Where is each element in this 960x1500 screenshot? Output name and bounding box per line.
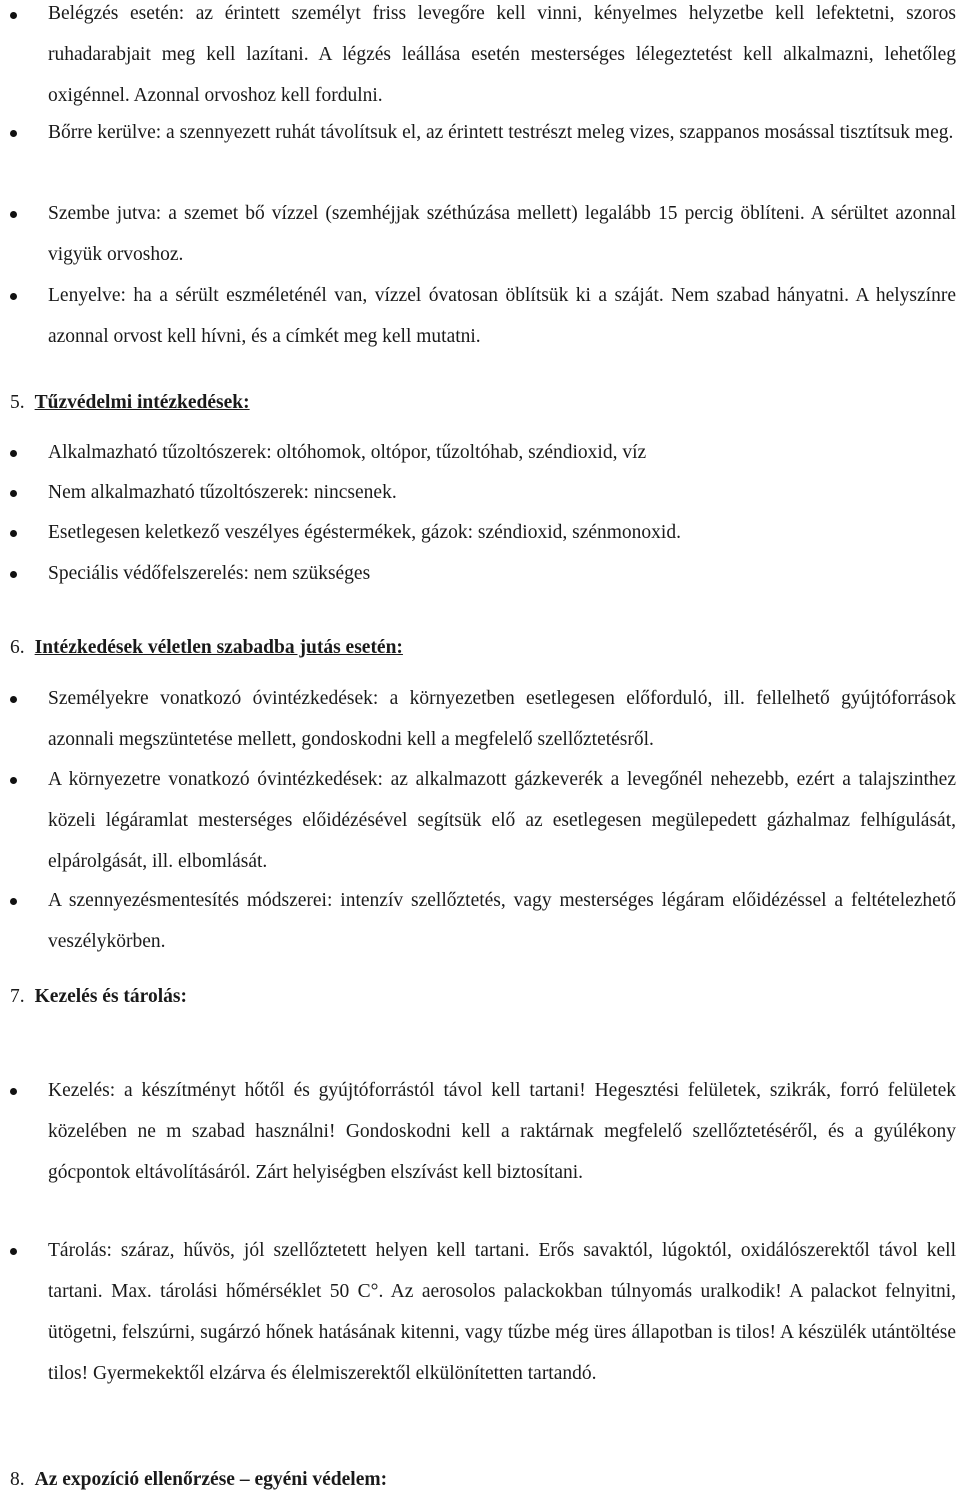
paragraph: A környezetre vonatkozó óvintézkedések: az alkalmazott gázkeverék a levegőnél nehezebb, ezért a talajszinthez közeli légáramlat mesterséges előidézésével segítsük elő az esetlegesen megülepedett gázhalmaz felhígulását, elpárolgását, ill. elbomlását.	[48, 769, 956, 872]
section-title: Az expozíció ellenőrzése – egyéni védelem:	[34, 1469, 388, 1490]
paragraph: Kezelés: a készítményt hőtől és gyújtóforrástól távol kell tartani! Hegesztési felületek, szikrák, forró felületek közelében ne m szabad használni! Gondoskodni kell a raktárnak megfelelő szellőztetéséről, és a gyúlékony gócpontok eltávolításáról. Zárt helyiségben elszívást kell biztosítani.	[48, 1080, 956, 1183]
paragraph: Bőrre kerülve: a szennyezett ruhát távolítsuk el, az érintett testrészt meleg vizes, szappanos mosással tisztítsuk meg.	[48, 122, 954, 143]
paragraph: Lenyelve: ha a sérült eszméleténél van, vízzel óvatosan öblítsük ki a száját. Nem szabad hányatni. A helyszínre azonnal orvost kell hívni, és a címkét meg kell mutatni.	[48, 285, 956, 347]
bullet-icon	[10, 450, 17, 457]
paragraph: Alkalmazható tűzoltószerek: oltóhomok, oltópor, tűzoltóhab, széndioxid, víz	[48, 442, 647, 463]
section-number: 6.	[10, 637, 25, 658]
section-title: Kezelés és tárolás:	[34, 986, 187, 1007]
paragraph: Szembe jutva: a szemet bő vízzel (szemhéjjak széthúzása mellett) legalább 15 percig öblíteni. A sérültet azonnal vigyük orvoshoz.	[48, 203, 956, 265]
bullet-icon	[10, 12, 17, 19]
bullet-icon	[10, 696, 17, 703]
paragraph: Személyekre vonatkozó óvintézkedések: a környezetben esetlegesen előforduló, ill. fellelhető gyújtóforrások azonnali megszüntetése mellett, gondoskodni kell a megfelelő szellőztetésről.	[48, 688, 956, 750]
paragraph: Esetlegesen keletkező veszélyes égéstermékek, gázok: széndioxid, szénmonoxid.	[48, 522, 681, 543]
section-number: 5.	[10, 392, 25, 413]
section-title: Tűzvédelmi intézkedések:	[34, 392, 250, 413]
bullet-icon	[10, 293, 17, 300]
section-number: 7.	[10, 986, 25, 1007]
bullet-icon	[10, 1088, 17, 1095]
bullet-icon	[10, 211, 17, 218]
paragraph: Nem alkalmazható tűzoltószerek: nincsenek.	[48, 482, 397, 503]
bullet-icon	[10, 571, 17, 578]
bullet-icon	[10, 130, 17, 137]
bullet-icon	[10, 777, 17, 784]
bullet-icon	[10, 530, 17, 537]
section-heading	[10, 976, 187, 1017]
paragraph: Speciális védőfelszerelés: nem szükséges	[48, 563, 371, 584]
section-number: 8.	[10, 1469, 25, 1490]
bullet-icon	[10, 490, 17, 497]
bullet-icon	[10, 1248, 17, 1255]
paragraph: Tárolás: száraz, hűvös, jól szellőztetett helyen kell tartani. Erős savaktól, lúgoktól, oxidálószerektől távol kell tartani. Max. tárolási hőmérséklet 50 C°. Az aerosolos palackokban túlnyomás uralkodik! A palackot felnyitni, ütögetni, felszúrni, sugárzó hőnek hatásának kitenni, vagy tűzbe még üres állapotban is tilos! A készülék utántöltése tilos! Gyermekektől elzárva és élelmiszerektől elkülönítetten tartandó.	[48, 1240, 956, 1384]
bullet-icon	[10, 898, 17, 905]
paragraph: Belégzés esetén: az érintett személyt friss levegőre kell vinni, kényelmes helyzetbe kell lefektetni, szoros ruhadarabjait meg kell lazítani. A légzés leállása esetén mesterséges lélegeztetést kell alkalmazni, lehetőleg oxigénnel. Azonnal orvoshoz kell fordulni.	[48, 3, 956, 106]
section-heading	[10, 382, 250, 423]
section-title: Intézkedések véletlen szabadba jutás esetén:	[34, 637, 403, 658]
section-heading	[10, 627, 403, 668]
paragraph: A szennyezésmentesítés módszerei: intenzív szellőztetés, vagy mesterséges légáram előidézéssel a feltételezhető veszélykörben.	[48, 890, 956, 952]
